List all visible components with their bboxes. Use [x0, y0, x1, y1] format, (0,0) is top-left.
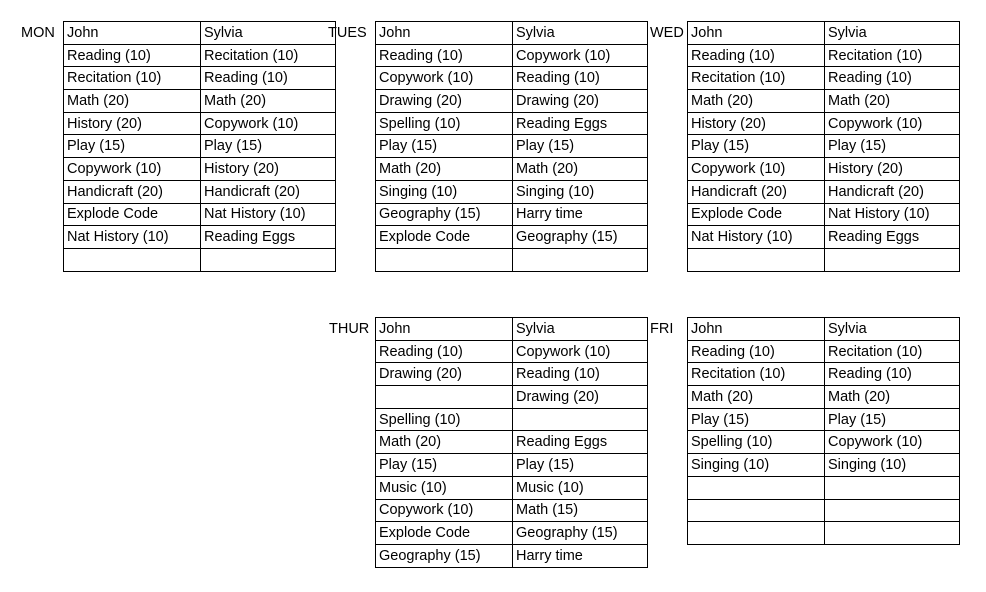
cell-john: Recitation (10): [688, 67, 825, 90]
cell-sylvia: Copywork (10): [825, 112, 960, 135]
cell-sylvia: Drawing (20): [513, 386, 648, 409]
table-row: [688, 248, 960, 271]
header-row: [688, 22, 960, 45]
table-row: [376, 386, 648, 409]
cell-john: Drawing (20): [376, 363, 513, 386]
day-label-thur: THUR: [329, 321, 370, 337]
table-row: [376, 340, 648, 363]
cell-john: Play (15): [376, 135, 513, 158]
table-row: [688, 363, 960, 386]
cell-sylvia: Reading (10): [825, 363, 960, 386]
table-row: [688, 135, 960, 158]
cell-sylvia: History (20): [825, 158, 960, 181]
cell-sylvia: Play (15): [513, 454, 648, 477]
cell-sylvia: Recitation (10): [825, 44, 960, 67]
cell-sylvia: Reading (10): [513, 363, 648, 386]
cell-sylvia: Nat History (10): [201, 203, 336, 226]
cell-sylvia: Music (10): [513, 476, 648, 499]
table-row: [376, 67, 648, 90]
cell-john: Copywork (10): [64, 158, 201, 181]
cell-sylvia: Copywork (10): [201, 112, 336, 135]
cell-john: Drawing (20): [376, 90, 513, 113]
table-row: [688, 67, 960, 90]
cell-john: Play (15): [64, 135, 201, 158]
table-row: [688, 476, 960, 499]
table-row: [688, 499, 960, 522]
table-row: [64, 203, 336, 226]
cell-sylvia: Math (20): [825, 90, 960, 113]
cell-john: Geography (15): [376, 544, 513, 567]
day-label-mon: MON: [21, 25, 55, 41]
cell-sylvia: Copywork (10): [513, 340, 648, 363]
cell-john: Copywork (10): [376, 499, 513, 522]
table-row: [688, 386, 960, 409]
cell-sylvia: Recitation (10): [825, 340, 960, 363]
table-row: [376, 454, 648, 477]
cell-sylvia: Reading (10): [825, 67, 960, 90]
cell-sylvia: Reading (10): [201, 67, 336, 90]
cell-john: Math (20): [376, 431, 513, 454]
cell-sylvia: Math (20): [825, 386, 960, 409]
table-row: [376, 44, 648, 67]
cell-john: Handicraft (20): [688, 180, 825, 203]
cell-sylvia: [201, 248, 336, 271]
cell-sylvia: Harry time: [513, 544, 648, 567]
cell-john: Explode Code: [376, 522, 513, 545]
schedule-table-mon: [63, 21, 336, 272]
cell-sylvia: Geography (15): [513, 226, 648, 249]
day-label-wed: WED: [650, 25, 684, 41]
table-row: [64, 180, 336, 203]
cell-sylvia: [513, 408, 648, 431]
cell-sylvia: Reading Eggs: [825, 226, 960, 249]
table-row: [376, 363, 648, 386]
table-row: [376, 522, 648, 545]
table-row: [64, 112, 336, 135]
header-cell-john: John: [376, 22, 513, 45]
table-row: [376, 112, 648, 135]
cell-john: [688, 248, 825, 271]
cell-sylvia: Copywork (10): [513, 44, 648, 67]
cell-sylvia: Singing (10): [825, 454, 960, 477]
cell-john: [64, 248, 201, 271]
table-row: [376, 135, 648, 158]
cell-john: Explode Code: [376, 226, 513, 249]
cell-john: Geography (15): [376, 203, 513, 226]
cell-john: Math (20): [688, 90, 825, 113]
header-row: [376, 22, 648, 45]
cell-sylvia: [825, 248, 960, 271]
cell-john: Copywork (10): [376, 67, 513, 90]
cell-sylvia: [825, 476, 960, 499]
cell-john: Copywork (10): [688, 158, 825, 181]
cell-sylvia: Reading (10): [513, 67, 648, 90]
table-row: [376, 431, 648, 454]
cell-sylvia: Math (20): [513, 158, 648, 181]
cell-sylvia: Math (15): [513, 499, 648, 522]
table-row: [688, 112, 960, 135]
cell-john: Music (10): [376, 476, 513, 499]
table-row: [688, 203, 960, 226]
header-cell-john: John: [376, 318, 513, 341]
table-row: [376, 180, 648, 203]
cell-sylvia: Singing (10): [513, 180, 648, 203]
header-row: [64, 22, 336, 45]
cell-sylvia: Play (15): [513, 135, 648, 158]
cell-sylvia: Reading Eggs: [201, 226, 336, 249]
header-cell-sylvia: Sylvia: [825, 318, 960, 341]
cell-sylvia: History (20): [201, 158, 336, 181]
cell-sylvia: Reading Eggs: [513, 112, 648, 135]
table-row: [688, 44, 960, 67]
cell-sylvia: Nat History (10): [825, 203, 960, 226]
table-row: [376, 158, 648, 181]
table-row: [64, 248, 336, 271]
cell-john: Reading (10): [64, 44, 201, 67]
table-row: [688, 522, 960, 545]
table-row: [376, 408, 648, 431]
header-cell-john: John: [688, 22, 825, 45]
cell-sylvia: Harry time: [513, 203, 648, 226]
header-row: [376, 318, 648, 341]
cell-john: Recitation (10): [64, 67, 201, 90]
cell-john: Singing (10): [376, 180, 513, 203]
table-row: [688, 408, 960, 431]
cell-john: Reading (10): [376, 340, 513, 363]
header-cell-john: John: [64, 22, 201, 45]
cell-john: [688, 499, 825, 522]
cell-sylvia: [825, 499, 960, 522]
cell-john: Explode Code: [64, 203, 201, 226]
cell-sylvia: Play (15): [825, 135, 960, 158]
table-row: [64, 67, 336, 90]
schedule-table-wed: [687, 21, 960, 272]
cell-sylvia: Math (20): [201, 90, 336, 113]
table-row: [376, 544, 648, 567]
cell-john: Spelling (10): [376, 408, 513, 431]
table-row: [688, 454, 960, 477]
cell-sylvia: Geography (15): [513, 522, 648, 545]
day-label-fri: FRI: [650, 321, 674, 337]
cell-john: [376, 386, 513, 409]
cell-john: Handicraft (20): [64, 180, 201, 203]
table-row: [688, 180, 960, 203]
cell-sylvia: [513, 248, 648, 271]
header-cell-sylvia: Sylvia: [513, 22, 648, 45]
cell-john: Play (15): [688, 135, 825, 158]
cell-john: Nat History (10): [64, 226, 201, 249]
table-row: [64, 135, 336, 158]
cell-john: [376, 248, 513, 271]
header-cell-sylvia: Sylvia: [201, 22, 336, 45]
cell-sylvia: Reading Eggs: [513, 431, 648, 454]
cell-sylvia: Copywork (10): [825, 431, 960, 454]
cell-john: History (20): [688, 112, 825, 135]
header-cell-john: John: [688, 318, 825, 341]
cell-john: History (20): [64, 112, 201, 135]
cell-sylvia: Recitation (10): [201, 44, 336, 67]
table-row: [688, 431, 960, 454]
cell-john: Play (15): [688, 408, 825, 431]
day-label-tues: TUES: [328, 25, 367, 41]
cell-john: Nat History (10): [688, 226, 825, 249]
cell-sylvia: Handicraft (20): [825, 180, 960, 203]
table-row: [688, 90, 960, 113]
cell-john: Math (20): [64, 90, 201, 113]
cell-sylvia: Play (15): [201, 135, 336, 158]
cell-john: Spelling (10): [688, 431, 825, 454]
cell-john: Reading (10): [688, 44, 825, 67]
cell-john: Spelling (10): [376, 112, 513, 135]
table-row: [64, 90, 336, 113]
cell-john: Recitation (10): [688, 363, 825, 386]
cell-sylvia: Handicraft (20): [201, 180, 336, 203]
cell-sylvia: Play (15): [825, 408, 960, 431]
table-row: [688, 158, 960, 181]
table-row: [376, 499, 648, 522]
table-row: [376, 226, 648, 249]
header-row: [688, 318, 960, 341]
table-row: [688, 226, 960, 249]
cell-john: Play (15): [376, 454, 513, 477]
cell-john: [688, 476, 825, 499]
schedule-table-thur: [375, 317, 648, 568]
cell-john: Reading (10): [376, 44, 513, 67]
cell-john: Singing (10): [688, 454, 825, 477]
schedule-table-tues: [375, 21, 648, 272]
header-cell-sylvia: Sylvia: [825, 22, 960, 45]
table-row: [376, 90, 648, 113]
cell-sylvia: [825, 522, 960, 545]
cell-john: Math (20): [688, 386, 825, 409]
cell-john: Explode Code: [688, 203, 825, 226]
table-row: [64, 158, 336, 181]
cell-sylvia: Drawing (20): [513, 90, 648, 113]
table-row: [64, 226, 336, 249]
table-row: [376, 203, 648, 226]
schedule-table-fri: [687, 317, 960, 545]
table-row: [376, 476, 648, 499]
cell-john: Math (20): [376, 158, 513, 181]
table-row: [376, 248, 648, 271]
cell-john: Reading (10): [688, 340, 825, 363]
table-row: [688, 340, 960, 363]
table-row: [64, 44, 336, 67]
cell-john: [688, 522, 825, 545]
header-cell-sylvia: Sylvia: [513, 318, 648, 341]
